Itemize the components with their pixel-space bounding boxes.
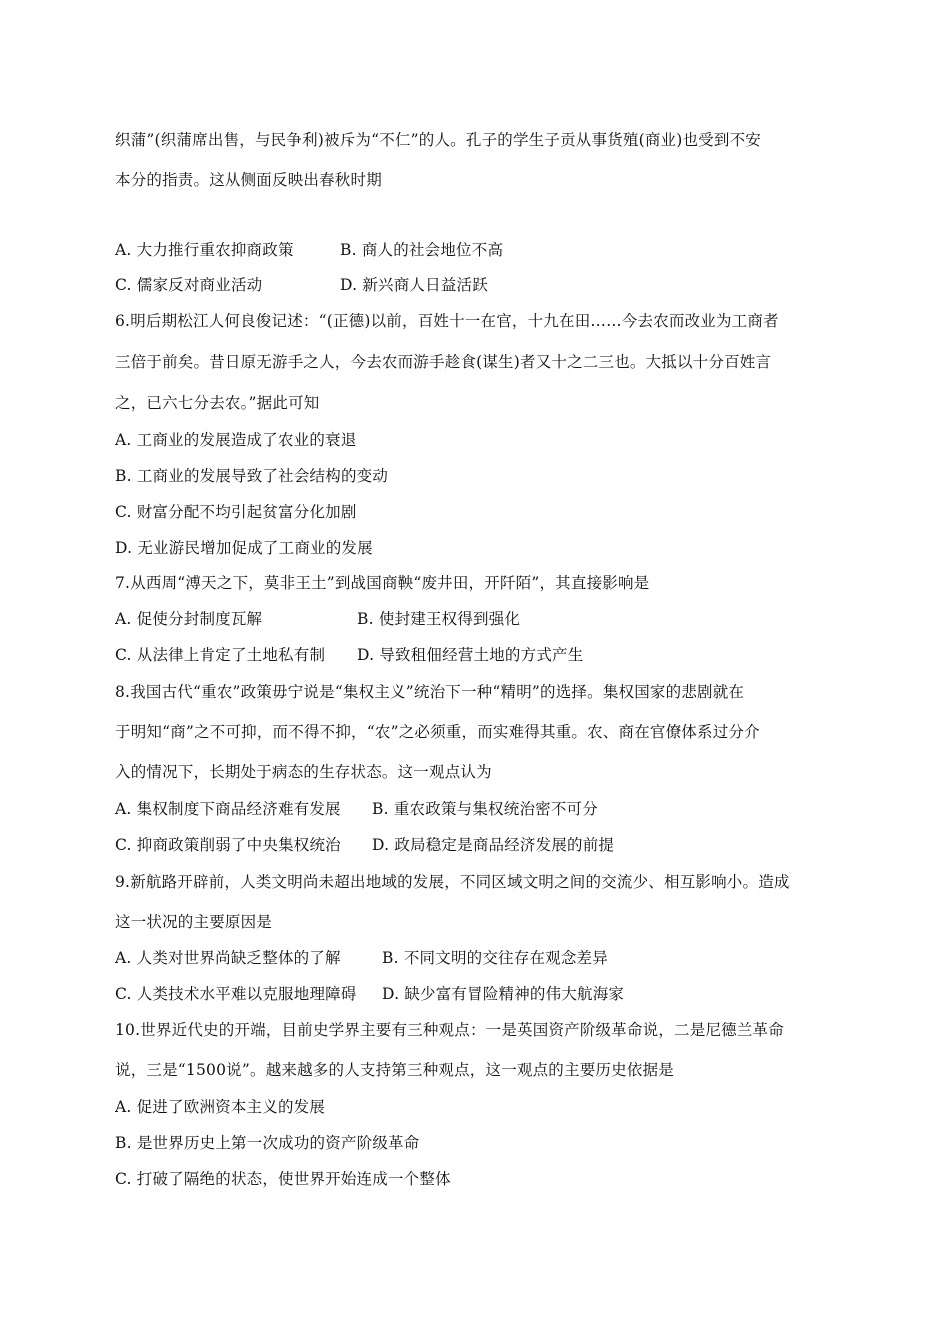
question-7-option-b: B. 使封建王权得到强化 <box>357 610 521 628</box>
question-7-option-a: A. 促使分封制度瓦解 <box>115 610 263 628</box>
question-9-option-c: C. 人类技术水平难以克服地理障碍 <box>115 985 357 1003</box>
question-10-option-a: A. 促进了欧洲资本主义的发展 <box>115 1098 326 1116</box>
question-9-stem-line-1: 9.新航路开辟前，人类文明尚未超出地域的发展，不同区域文明之间的交流少、相互影响小。造成 <box>115 873 790 891</box>
question-5-option-c: C. 儒家反对商业活动 <box>115 276 263 294</box>
question-6-stem-line-2: 三倍于前矣。昔日原无游手之人，今去农而游手趁食(谋生)者又十之二三也。大抵以十分百姓言 <box>115 353 772 371</box>
question-9-option-a: A. 人类对世界尚缺乏整体的了解 <box>115 949 341 967</box>
question-6-option-c: C. 财富分配不均引起贫富分化加剧 <box>115 503 357 521</box>
question-8-option-a: A. 集权制度下商品经济难有发展 <box>115 800 341 818</box>
question-6-stem-line-3: 之，已六七分去农。”据此可知 <box>115 394 320 412</box>
question-6-option-b: B. 工商业的发展导致了社会结构的变动 <box>115 467 389 485</box>
question-5-option-a: A. 大力推行重农抑商政策 <box>115 241 294 259</box>
question-5-stem-line-1: 织蒲”(织蒲席出售，与民争利)被斥为“不仁”的人。孔子的学生子贡从事货殖(商业)也受到不安 <box>115 131 761 149</box>
question-8-stem-line-2: 于明知“商”之不可抑，而不得不抑，“农”之必须重，而实难得其重。农、商在官僚体系过分介 <box>115 723 760 741</box>
question-8-stem-line-1: 8.我国古代“重农”政策毋宁说是“集权主义”统治下一种“精明”的选择。集权国家的悲剧就在 <box>115 683 745 701</box>
question-7-option-d: D. 导致租佃经营土地的方式产生 <box>357 646 584 664</box>
question-10-stem-line-1: 10.世界近代史的开端，目前史学界主要有三种观点：一是英国资产阶级革命说，二是尼德兰革命 <box>115 1021 784 1039</box>
question-6-option-a: A. 工商业的发展造成了农业的衰退 <box>115 431 357 449</box>
question-5-option-b: B. 商人的社会地位不高 <box>340 241 504 259</box>
question-8-option-d: D. 政局稳定是商品经济发展的前提 <box>372 836 615 854</box>
question-9-option-b: B. 不同文明的交往存在观念差异 <box>382 949 608 967</box>
question-8-stem-line-3: 入的情况下，长期处于病态的生存状态。这一观点认为 <box>115 763 492 781</box>
question-7-stem-line-1: 7.从西周“溥天之下，莫非王土”到战国商鞅“废井田，开阡陌”，其直接影响是 <box>115 574 650 592</box>
question-6-option-d: D. 无业游民增加促成了工商业的发展 <box>115 539 373 557</box>
question-9-option-d: D. 缺少富有冒险精神的伟大航海家 <box>382 985 625 1003</box>
question-7-option-c: C. 从法律上肯定了土地私有制 <box>115 646 326 664</box>
question-10-stem-line-2: 说，三是“1500说”。越来越多的人支持第三种观点，这一观点的主要历史依据是 <box>115 1061 674 1079</box>
question-8-option-b: B. 重农政策与集权统治密不可分 <box>372 800 598 818</box>
question-9-stem-line-2: 这一状况的主要原因是 <box>115 913 273 931</box>
question-10-option-c: C. 打破了隔绝的状态，使世界开始连成一个整体 <box>115 1170 451 1188</box>
question-10-option-b: B. 是世界历史上第一次成功的资产阶级革命 <box>115 1134 420 1152</box>
question-6-stem-line-1: 6.明后期松江人何良俊记述：“(正德)以前，百姓十一在官，十九在田……今去农而改业为工商者 <box>115 312 779 330</box>
question-8-option-c: C. 抑商政策削弱了中央集权统治 <box>115 836 341 854</box>
question-5-option-d: D. 新兴商人日益活跃 <box>340 276 488 294</box>
question-5-stem-line-2: 本分的指责。这从侧面反映出春秋时期 <box>115 171 382 189</box>
